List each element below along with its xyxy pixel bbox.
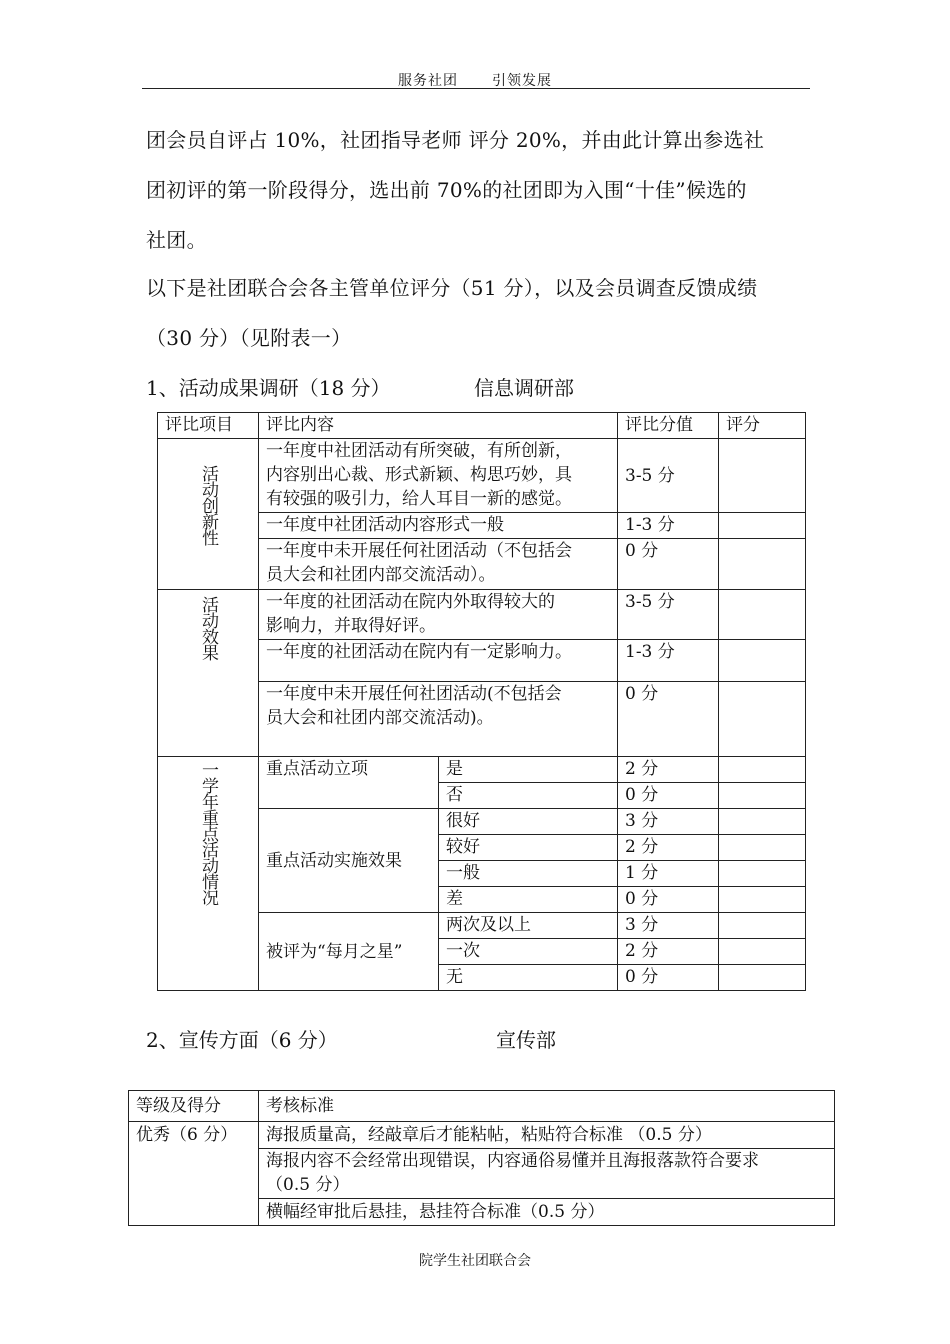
content-line: 一年度中未开展任何社团活动（不包括会 (266, 541, 572, 561)
rating-cell (719, 640, 806, 682)
group-label: 一学年重点活动情况 (198, 761, 218, 905)
score-cell: 2 分 (618, 757, 719, 783)
section-1-dept: 信息调研部 (474, 376, 574, 400)
score-range-cell: 3-5 分 (618, 590, 719, 640)
table-header-row (158, 413, 806, 439)
rating-cell (719, 783, 806, 809)
criteria-line: （0.5 分） (266, 1175, 350, 1195)
rating-cell (719, 682, 806, 757)
score-cell: 3 分 (618, 913, 719, 939)
rating-cell (719, 439, 806, 513)
group-label: 活动创新性 (198, 465, 218, 545)
item-cell: 重点活动实施效果 (259, 809, 439, 913)
content-cell (259, 590, 618, 640)
page-footer: 院学生社团联合会 (419, 1253, 531, 1269)
criteria-cell: 海报质量高，经敲章后才能粘帖，粘贴符合标准 （0.5 分） (259, 1122, 835, 1149)
header-cell: 评分 (719, 413, 806, 439)
table-row (158, 439, 806, 513)
content-cell (259, 539, 618, 590)
body-paragraph-line: （30 分）（见附表一） (146, 326, 352, 350)
grade-cell: 优秀（6 分） (129, 1122, 259, 1226)
rating-cell (719, 835, 806, 861)
content-line: 内容别出心裁、形式新颖、构思巧妙，具 (266, 465, 572, 485)
rating-cell (719, 965, 806, 991)
body-paragraph-line: 以下是社团联合会各主管单位评分（51 分），以及会员调查反馈成绩 (146, 276, 758, 300)
content-cell (259, 682, 618, 757)
content-line: 一年度的社团活动在院内外取得较大的 (266, 592, 555, 612)
level-cell: 两次及以上 (439, 913, 618, 939)
criteria-cell: 横幅经审批后悬挂，悬挂符合标准（0.5 分） (259, 1199, 835, 1226)
body-paragraph-line: 社团。 (146, 228, 207, 252)
header-cell: 考核标准 (259, 1091, 835, 1122)
rating-cell (719, 590, 806, 640)
criteria-line: 海报内容不会经常出现错误，内容通俗易懂并且海报落款符合要求 (266, 1151, 759, 1171)
body-paragraph-line: 团初评的第一阶段得分，选出前 70%的社团即为入围“十佳”候选的 (146, 178, 747, 202)
level-cell: 是 (439, 757, 618, 783)
rating-cell (719, 809, 806, 835)
level-cell: 很好 (439, 809, 618, 835)
page-header (0, 70, 950, 90)
content-line: 有较强的吸引力，给人耳目一新的感觉。 (266, 489, 572, 509)
criteria-cell (259, 1149, 835, 1199)
content-cell: 一年度的社团活动在院内有一定影响力。 (259, 640, 618, 682)
score-cell: 2 分 (618, 835, 719, 861)
header-cell: 等级及得分 (129, 1091, 259, 1122)
body-paragraph-line: 团会员自评占 10%，社团指导老师 评分 20%，并由此计算出参选社 (146, 128, 765, 152)
level-cell: 较好 (439, 835, 618, 861)
header-cell: 评比分值 (618, 413, 719, 439)
score-range-cell: 3-5 分 (618, 439, 719, 513)
rating-cell (719, 913, 806, 939)
header-cell: 评比项目 (158, 413, 259, 439)
item-cell: 重点活动立项 (259, 757, 439, 809)
level-cell: 无 (439, 965, 618, 991)
table-row (129, 1122, 835, 1149)
section-2-dept: 宣传部 (496, 1028, 556, 1052)
activity-results-table (157, 412, 806, 991)
rating-cell (719, 939, 806, 965)
score-range-cell: 1-3 分 (618, 640, 719, 682)
score-range-cell: 0 分 (618, 682, 719, 757)
table-row (158, 590, 806, 640)
header-left: 服务社团 (398, 73, 458, 89)
score-cell: 3 分 (618, 809, 719, 835)
content-cell (259, 439, 618, 513)
content-line: 一年度中社团活动有所突破，有所创新， (266, 441, 572, 461)
level-cell: 差 (439, 887, 618, 913)
content-line: 影响力，并取得好评。 (266, 616, 436, 636)
score-cell: 0 分 (618, 783, 719, 809)
level-cell: 否 (439, 783, 618, 809)
content-line: 一年度中未开展任何社团活动(不包括会 (266, 684, 562, 704)
header-cell: 评比内容 (259, 413, 618, 439)
group-label-cell (158, 590, 259, 757)
content-cell: 一年度中社团活动内容形式一般 (259, 513, 618, 539)
rating-cell (719, 513, 806, 539)
score-cell: 2 分 (618, 939, 719, 965)
section-1-title: 1、活动成果调研（18 分） (146, 376, 391, 400)
level-cell: 一般 (439, 861, 618, 887)
score-range-cell: 1-3 分 (618, 513, 719, 539)
score-cell: 1 分 (618, 861, 719, 887)
table-header-row (129, 1091, 835, 1122)
header-right: 引领发展 (492, 73, 552, 89)
rating-cell (719, 539, 806, 590)
section-2-title: 2、宣传方面（6 分） (146, 1028, 338, 1052)
item-cell: 被评为“每月之星” (259, 913, 439, 991)
content-line: 员大会和社团内部交流活动)。 (266, 708, 494, 728)
level-cell: 一次 (439, 939, 618, 965)
score-range-cell: 0 分 (618, 539, 719, 590)
publicity-table (128, 1090, 835, 1226)
score-cell: 0 分 (618, 887, 719, 913)
group-label-cell (158, 439, 259, 590)
table-row (158, 757, 806, 783)
group-label-cell (158, 757, 259, 991)
header-divider (142, 88, 810, 89)
group-label: 活动效果 (198, 596, 218, 660)
content-line: 员大会和社团内部交流活动）。 (266, 565, 496, 585)
rating-cell (719, 887, 806, 913)
score-cell: 0 分 (618, 965, 719, 991)
rating-cell (719, 861, 806, 887)
rating-cell (719, 757, 806, 783)
